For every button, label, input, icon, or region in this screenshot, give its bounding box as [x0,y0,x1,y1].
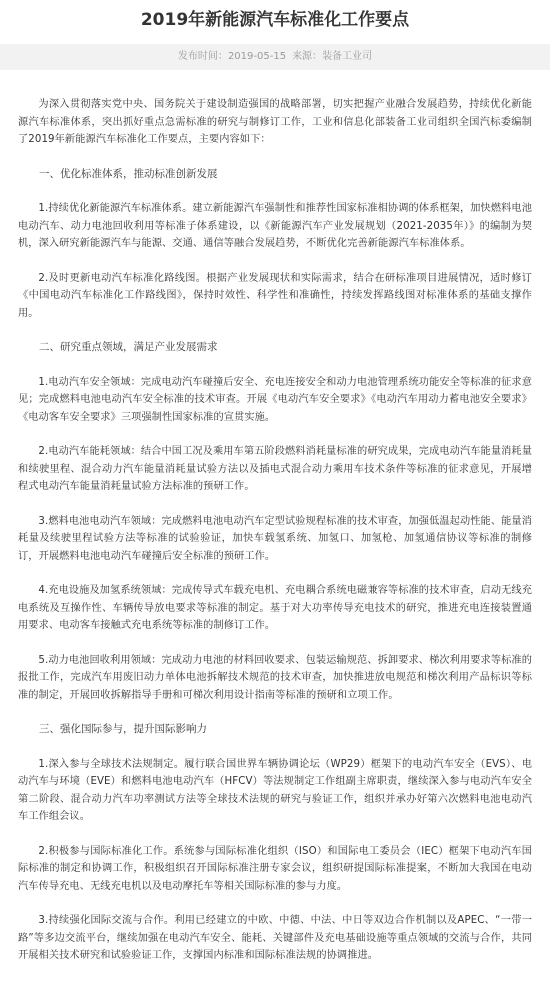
article-body [0,96,550,965]
section-3-heading: 三、强化国际参与，提升国际影响力 [39,723,207,735]
section-3-paragraph-2: 2.积极参与国际标准化工作。系统参与国际标准化组织（ISO）和国际电工委员会（IEC）框架下电动汽车国际标准的制定和协调工作，积极组织召开国际标准注册专家会议，组织研提国际标准提案，不断加大我国在电动汽车传导充电、无线充电机以及电动摩托车等相关国际标准的参与力度。 [18,845,532,892]
section-2-heading: 二、研究重点领域，满足产业发展需求 [39,341,218,353]
section-3-paragraph-1: 1.深入参与全球技术法规制定。履行联合国世界车辆协调论坛（WP29）框架下的电动汽车安全（EVS）、电动汽车与环境（EVE）和燃料电池电动汽车（HFCV）等法规制定工作组副主席职责，继续深入参与电动汽车安全第二阶段、混合动力汽车功率测试方法等全球技术法规的研究与验证工作，组织并承办好第六次燃料电池电动汽车工作组会议。 [18,758,532,822]
source-label: 来源： [292,51,323,62]
intro-paragraph: 为深入贯彻落实党中央、国务院关于建设制造强国的战略部署，切实把握产业融合发展趋势，持续优化新能源汽车标准体系，突出抓好重点急需标准的研究与制修订工作，工业和信息化部装备工业司组织全国汽标委编制了2019年新能源汽车标准化工作要点，主要内容如下： [18,99,532,145]
article-meta [0,44,550,70]
section-3-paragraph-3: 3.持续强化国际交流与合作。利用已经建立的中欧、中德、中法、中日等双边合作机制以及APEC、“一带一路”等多边交流平台，继续加强在电动汽车安全、能耗、关键部件及充电基础设施等重点领域的交流与合作，共同开展相关技术研究和试验验证工作，支撑国内标准和国际标准法规的协调推进。 [18,915,532,961]
source-name: 装备工业司 [322,51,373,62]
section-2-paragraph-1: 1.电动汽车安全领域：完成电动汽车碰撞后安全、充电连接安全和动力电池管理系统功能安全等标准的征求意见；完成燃料电池电动汽车安全标准的技术审查。开展《电动汽车安全要求》《电动汽车用动力蓄电池安全要求》《电动客车安全要求》三项强制性国家标准的宣贯实施。 [18,376,532,423]
section-2-paragraph-5: 5.动力电池回收利用领域：完成动力电池的材料回收要求、包装运输规范、拆卸要求、梯次利用要求等标准的报批工作，完成汽车用废旧动力单体电池拆解技术规范的技术审查，加快推进放电规范和梯次利用产品标识等标准的制定，开展回收拆解指导手册和可梯次利用设计指南等标准的预研和立项工作。 [18,654,532,701]
section-1-paragraph-2: 2.及时更新电动汽车标准化路线图。根据产业发展现状和实际需求，结合在研标准项目进展情况，适时修订《中国电动汽车标准化工作路线图》，保持时效性、科学性和准确性，持续发挥路线图对标准体系的基础支撑作用。 [18,272,532,319]
section-2-paragraph-3: 3.燃料电池电动汽车领域：完成燃料电池电动汽车定型试验规程标准的技术审查，加强低温起动性能、能量消耗量及续驶里程试验方法等标准的试验验证，加快车载氢系统、加氢口、加氢枪、加氢通信协议等标准的制修订，开展燃料电池电动汽车碰撞后安全标准的预研工作。 [18,515,532,562]
section-2-paragraph-2: 2.电动汽车能耗领域：结合中国工况及乘用车第五阶段燃料消耗量标准的研究成果，完成电动汽车能量消耗量和续驶里程、混合动力汽车能量消耗量试验方法以及插电式混合动力乘用车技术条件等标准的征求意见，开展增程式电动汽车能量消耗量试验方法标准的预研工作。 [18,446,532,492]
article-title: 2019年新能源汽车标准化工作要点 [140,10,410,30]
section-1-heading: 一、优化标准体系，推动标准创新发展 [39,167,218,180]
section-2-paragraph-4: 4.充电设施及加氢系统领域：完成传导式车载充电机、充电耦合系统电磁兼容等标准的技术审查，启动无线充电系统及互操作性、车辆传导放电要求等标准的制定。基于对大功率传导充电技术的研究，推进充电连接装置通用要求、电动客车接触式充电系统等标准的制修订工作。 [18,585,532,631]
publish-date: 2019-05-15 [227,51,287,62]
section-1-paragraph-1: 1.持续优化新能源汽车标准体系。建立新能源汽车强制性和推荐性国家标准相协调的体系框架，加快燃料电池电动汽车、动力电池回收利用等标准子体系建设，以《新能源汽车产业发展规划（2021-2035年）》的编制为契机，深入研究新能源汽车与能源、交通、通信等融合发展趋势，不断优化完善新能源汽车标准体系。 [18,203,532,249]
publish-date-label: 发布时间： [177,51,228,62]
